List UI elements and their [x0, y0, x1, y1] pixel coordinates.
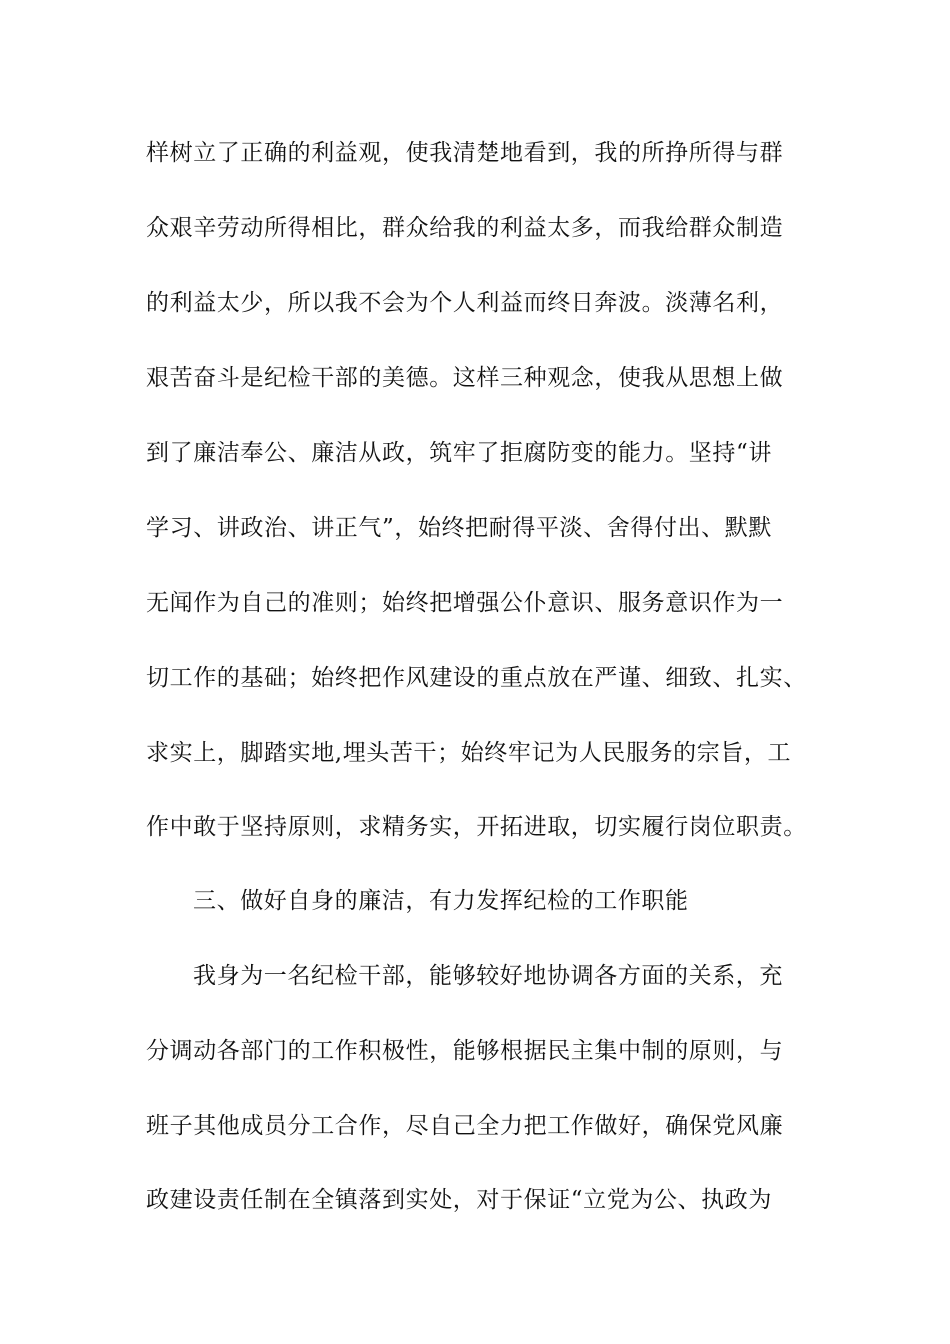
text-line: 班子其他成员分工合作，尽自己全力把工作做好，确保党风廉 — [146, 1113, 784, 1139]
text-line: 众艰辛劳动所得相比，群众给我的利益太多，而我给群众制造 — [146, 215, 784, 241]
text-line: 切工作的基础；始终把作风建设的重点放在严谨、细致、扎实、 — [146, 665, 807, 691]
text-line: 我身为一名纪检干部，能够较好地协调各方面的关系，充 — [193, 963, 783, 989]
text-line: 学习、讲政治、讲正气”，始终把耐得平淡、舍得付出、默默 — [146, 515, 772, 541]
section-heading: 三、做好自身的廉洁，有力发挥纪检的工作职能 — [193, 888, 689, 914]
text-line: 无闻作为自己的准则；始终把增强公仆意识、服务意识作为一 — [146, 590, 784, 616]
text-line: 到了廉洁奉公、廉洁从政，筑牢了拒腐防变的能力。坚持“讲 — [146, 440, 772, 466]
text-line: 政建设责任制在全镇落到实处，对于保证“立党为公、执政为 — [146, 1187, 772, 1213]
text-line: 样树立了正确的利益观，使我清楚地看到，我的所挣所得与群 — [146, 140, 784, 166]
text-line: 作中敢于坚持原则，求精务实，开拓进取，切实履行岗位职责。 — [146, 814, 807, 840]
text-line: 求实上，脚踏实地,埋头苦干；始终牢记为人民服务的宗旨，工 — [146, 740, 792, 766]
text-line: 艰苦奋斗是纪检干部的美德。这样三种观念，使我从思想上做 — [146, 365, 784, 391]
text-line: 的利益太少，所以我不会为个人利益而终日奔波。淡薄名利， — [146, 290, 784, 316]
text-line: 分调动各部门的工作积极性，能够根据民主集中制的原则，与 — [146, 1038, 784, 1064]
